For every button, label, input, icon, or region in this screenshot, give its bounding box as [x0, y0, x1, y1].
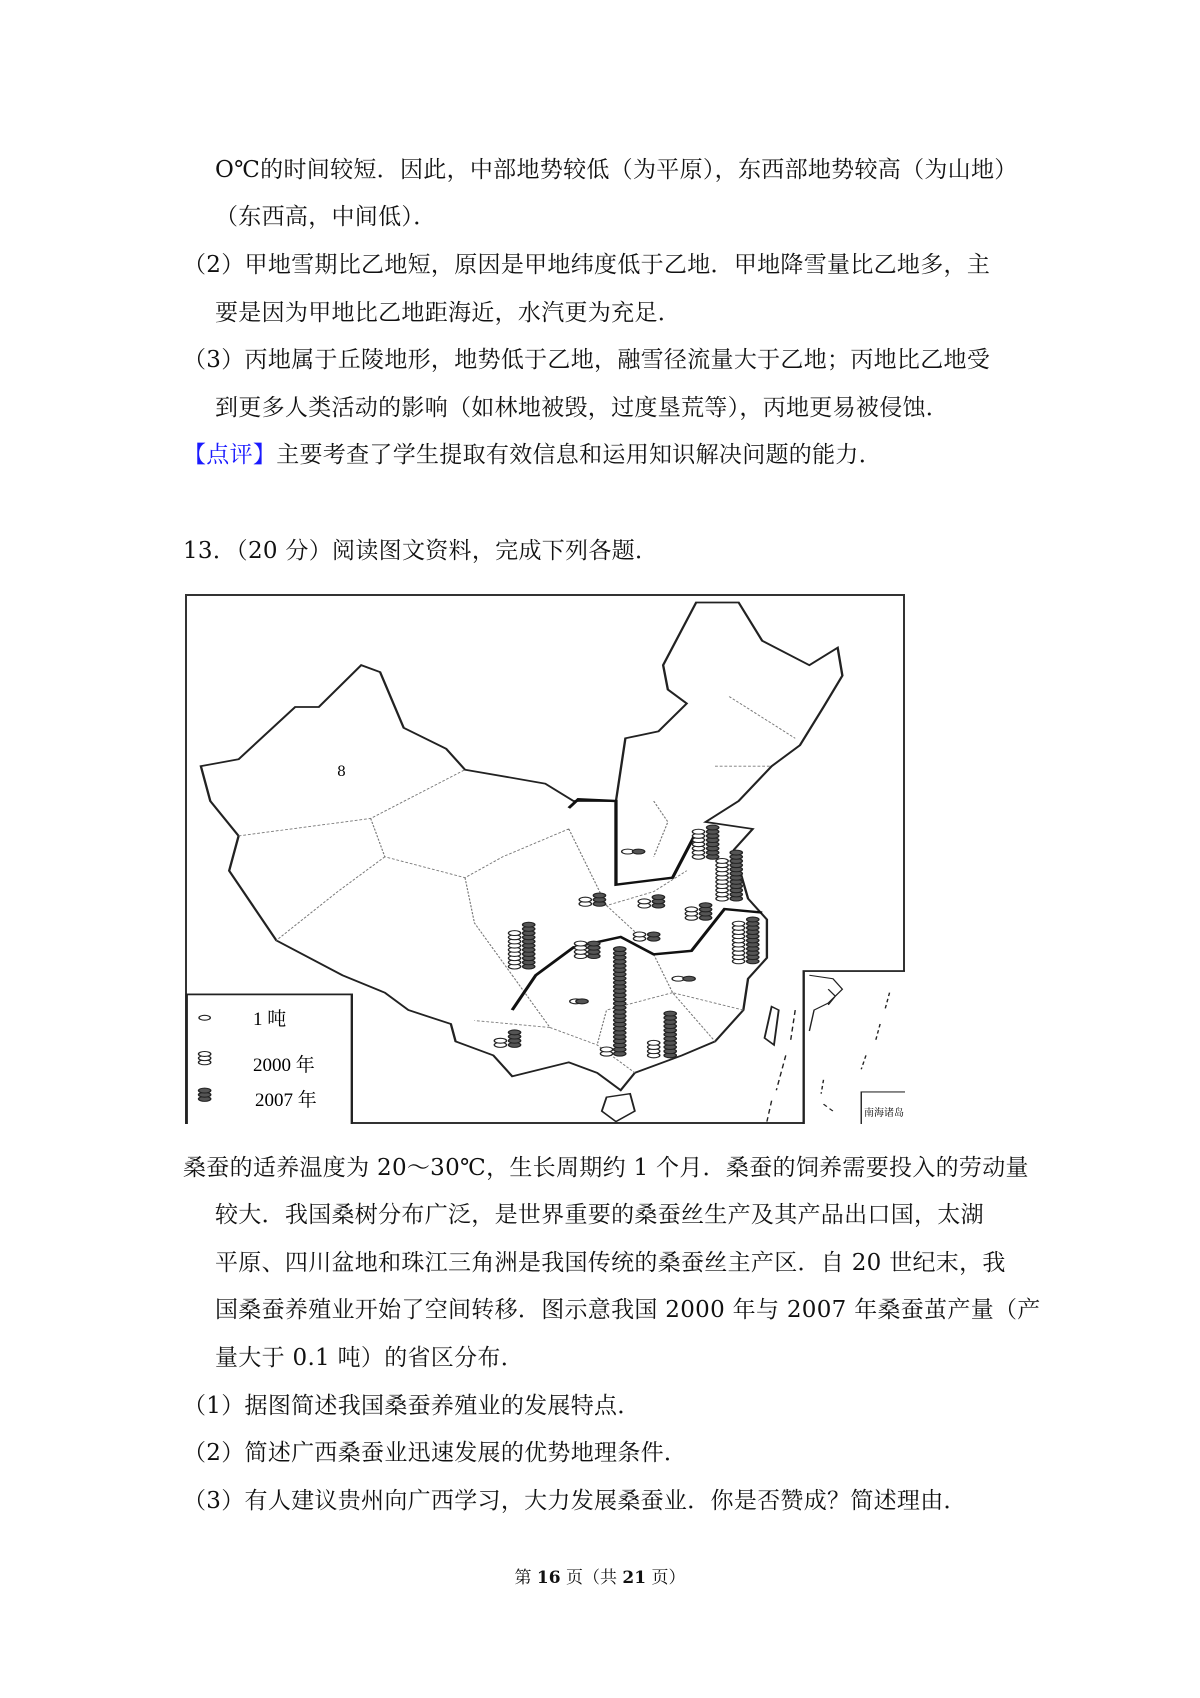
- stack-2000: [600, 1047, 612, 1056]
- stack-2007: [730, 850, 742, 901]
- stack-2000: [494, 1038, 506, 1047]
- stack-2000: [638, 899, 650, 908]
- legend-stack-2000: [199, 1052, 211, 1065]
- stack-2007: [588, 941, 600, 958]
- china-silkworm-map: [185, 594, 905, 1124]
- comment-tag: 【点评】: [183, 442, 277, 468]
- xinjiang-symbol: 8: [337, 764, 346, 780]
- coin-mark: [730, 850, 742, 855]
- coin-mark: [632, 849, 644, 854]
- coin-mark: [685, 907, 697, 912]
- stack-2000: [508, 931, 520, 969]
- stack-2007: [593, 893, 605, 906]
- coin-mark: [692, 829, 704, 834]
- stack-2000: [574, 941, 586, 958]
- inset-label: 南海诸岛: [864, 1108, 904, 1119]
- coin-mark: [707, 825, 719, 830]
- stack-2000: [579, 897, 591, 906]
- answer-line: 到更多人类活动的影响（如林地被毁，过度垦荒等），丙地更易被侵蚀．: [215, 395, 950, 421]
- material-line: 较大．我国桑树分布广泛，是世界重要的桑蚕丝生产及其产品出口国，太湖: [215, 1202, 984, 1228]
- coin-mark: [588, 941, 600, 946]
- stack-2007: [632, 849, 644, 854]
- answer-line: （3）丙地属于丘陵地形，地势低于乙地，融雪径流量大于乙地；丙地比乙地受: [183, 347, 991, 373]
- legend-2007: 2007 年: [255, 1090, 317, 1111]
- footer-middle: 页（共: [560, 1568, 623, 1588]
- coin-mark: [732, 921, 744, 926]
- answer-line: 要是因为甲地比乙地距海近，水汽更为充足．: [215, 300, 681, 326]
- stack-2000: [648, 1040, 660, 1057]
- coin-mark: [683, 976, 695, 981]
- coin-mark: [494, 1038, 506, 1043]
- coin-mark: [716, 859, 728, 864]
- subquestion-3: （3）有人建议贵州向广西学习，大力发展桑蚕业．你是否赞成？简述理由．: [183, 1488, 967, 1514]
- stack-2007: [576, 999, 588, 1004]
- coin-mark: [638, 899, 650, 904]
- stack-2007: [648, 932, 660, 941]
- stack-2007: [747, 917, 759, 964]
- coin-mark: [699, 903, 711, 908]
- coin-mark: [747, 917, 759, 922]
- coin-mark: [508, 931, 520, 936]
- south-china-sea-inset: [804, 971, 905, 1124]
- stack-2007: [707, 825, 719, 859]
- legend-coin-icon: [199, 1015, 210, 1020]
- footer-prefix: 第: [514, 1568, 537, 1588]
- coin-mark: [633, 932, 645, 937]
- legend-2000: 2000 年: [253, 1055, 315, 1076]
- stack-2000: [633, 932, 645, 941]
- coin-mark: [600, 1047, 612, 1052]
- legend-2000-icon: [199, 1052, 211, 1065]
- answer-line: （2）甲地雪期比乙地短，原因是甲地纬度低于乙地．甲地降雪量比乙地多，主: [183, 252, 991, 278]
- coin-mark: [593, 893, 605, 898]
- material-line: 平原、四川盆地和珠江三角洲是我国传统的桑蚕丝主产区．自 20 世纪末，我: [215, 1250, 1006, 1276]
- footer-suffix: 页）: [646, 1568, 686, 1588]
- coin-mark: [648, 1040, 660, 1045]
- material-line: 国桑蚕养殖业开始了空间转移．图示意我国 2000 年与 2007 年桑蚕茧产量（产: [215, 1297, 1041, 1323]
- stack-2007: [523, 922, 535, 969]
- stack-2007: [652, 895, 664, 908]
- coin-mark: [576, 999, 588, 1004]
- stack-2007: [664, 1011, 676, 1058]
- coin-mark: [199, 1088, 211, 1093]
- question-title: 13．（20 分）阅读图文资料，完成下列各题．: [183, 538, 659, 564]
- subquestion-2: （2）简述广西桑蚕业迅速发展的优势地理条件．: [183, 1440, 688, 1466]
- coin-mark: [523, 922, 535, 927]
- coin-mark: [664, 1011, 676, 1016]
- answer-line: （东西高，中间低）．: [215, 204, 437, 230]
- coin-mark: [508, 1030, 520, 1035]
- legend-2007-icon: [199, 1088, 211, 1101]
- coin-mark: [652, 895, 664, 900]
- coin-mark: [648, 932, 660, 937]
- coin-mark: [579, 897, 591, 902]
- coin-mark: [614, 947, 626, 952]
- stack-2000: [732, 921, 744, 964]
- legend-stack-2007: [199, 1088, 211, 1101]
- stack-2007: [683, 976, 695, 981]
- material-line: 桑蚕的适养温度为 20～30℃，生长周期约 1 个月．桑蚕的饲养需要投入的劳动量: [183, 1155, 1029, 1181]
- stack-2000: [692, 829, 704, 859]
- stack-2007: [699, 903, 711, 920]
- page-footer: [0, 1563, 1200, 1588]
- page-total: 21: [622, 1568, 647, 1588]
- subquestion-1: （1）据图简述我国桑蚕养殖业的发展特点．: [183, 1393, 641, 1419]
- legend-unit: 1 吨: [253, 1009, 287, 1030]
- stack-2007: [508, 1030, 520, 1047]
- coin-mark: [199, 1052, 211, 1057]
- material-line: 量大于 0.1 吨）的省区分布．: [215, 1345, 524, 1371]
- page-number: 16: [536, 1568, 561, 1588]
- stack-2007: [614, 947, 626, 1056]
- stack-2000: [685, 907, 697, 920]
- stack-2000: [716, 859, 728, 902]
- coin-mark: [574, 941, 586, 946]
- answer-line: O℃的时间较短．因此，中部地势较低（为平原），东西部地势较高（为山地）: [215, 157, 1018, 183]
- comment: [183, 440, 882, 470]
- comment-text: 主要考查了学生提取有效信息和运用知识解决问题的能力．: [276, 442, 883, 468]
